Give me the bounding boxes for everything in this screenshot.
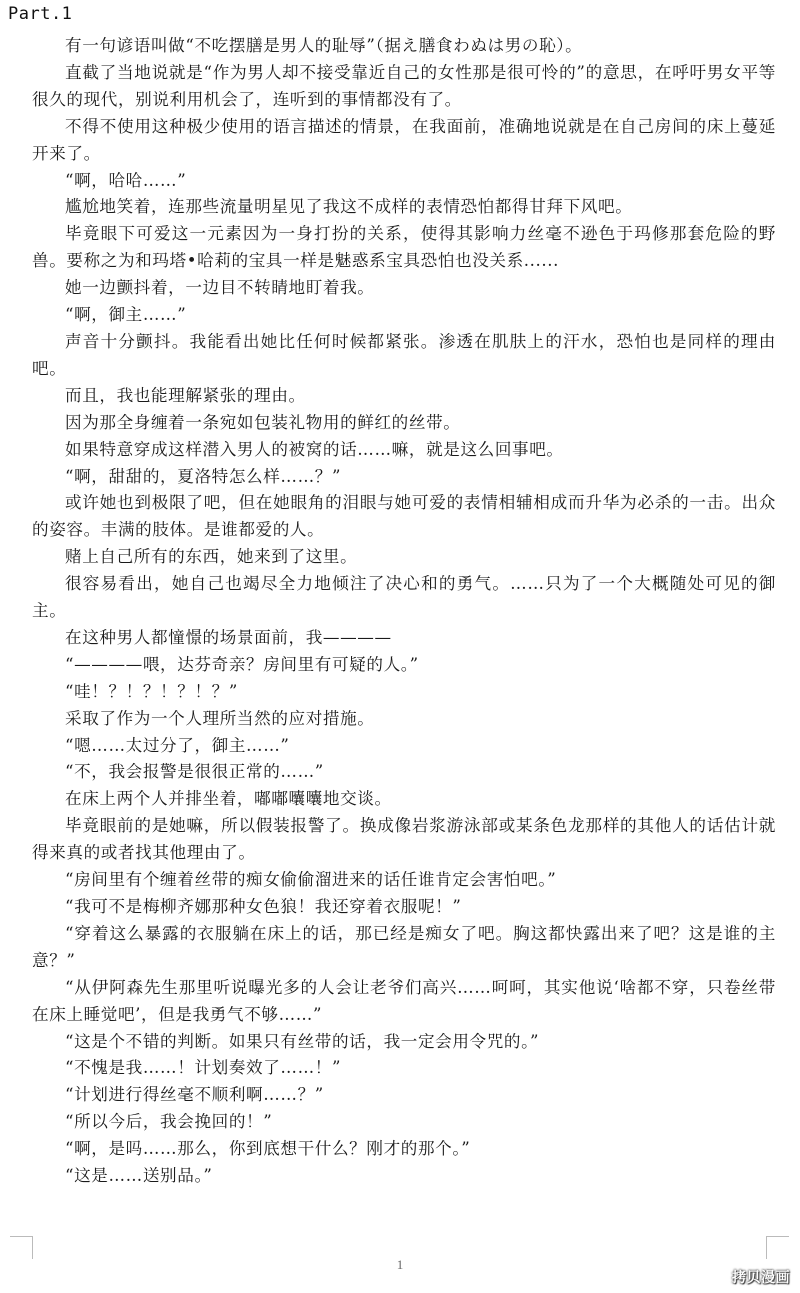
paragraph: 而且，我也能理解紧张的理由。 [65,385,306,405]
crop-mark-right [766,1236,789,1259]
paragraph: “计划进行得丝毫不顺利啊……？” [65,1085,324,1105]
paragraph: “啊，哈哈……” [65,170,187,190]
page-number: 1 [396,1257,404,1272]
paragraph: “哇！？！？！？！？” [65,681,238,701]
paragraph: “这是……送别品。” [65,1166,213,1186]
paragraph: 赌上自己所有的东西，她来到了这里。 [65,547,358,567]
crop-mark-left [10,1236,33,1259]
paragraph: 尴尬地笑着，连那些流量明星见了我这不成样的表情恐怕都得甘拜下风吧。 [65,197,633,217]
paragraph: “这是个不错的判断。如果只有丝带的话，我一定会用令咒的。” [65,1031,540,1051]
watermark-logo: 拷贝漫画 [732,1270,790,1286]
paragraph: 直截了当地说就是“作为男人却不接受靠近自己的女性那是很可怜的”的意思，在呼吁男女平等很久的现代，别说利用机会了，连听到的事情都没有了。 [32,62,776,109]
paragraph: 或许她也到极限了吧，但在她眼角的泪眼与她可爱的表情相辅相成而升华为必杀的一击。出众的姿容。丰满的肢体。是谁都爱的人。 [32,493,776,540]
paragraph: 采取了作为一个人理所当然的应对措施。 [65,708,375,728]
paragraph: 毕竟眼前的是她嘛，所以假装报警了。换成像岩浆游泳部或某条色龙那样的其他人的话估计就得来真的或者找其他理由了。 [32,816,776,863]
paragraph: 在床上两个人并排坐着，嘟嘟囔囔地交谈。 [65,789,392,809]
document-body [32,33,776,1190]
paragraph: “所以今后，我会挽回的！” [65,1112,273,1132]
paragraph: “房间里有个缠着丝带的痴女偷偷溜进来的话任谁肯定会害怕吧。” [65,870,557,890]
part-title: Part.1 [8,4,73,24]
paragraph: 很容易看出，她自己也竭尽全力地倾注了决心和的勇气。……只为了一个大概随处可见的御主。 [32,574,776,621]
paragraph: 声音十分颤抖。我能看出她比任何时候都紧张。渗透在肌肤上的汗水，恐怕也是同样的理由吧。 [32,331,776,378]
paragraph: “不，我会报警是很很正常的……” [65,762,324,782]
paragraph: “啊，是吗……那么，你到底想干什么？刚才的那个。” [65,1139,471,1159]
paragraph: “嗯……太过分了，御主……” [65,735,290,755]
paragraph: 有一句谚语叫做“不吃摆膳是男人的耻辱”（据え膳食わぬは男の恥）。 [65,36,583,55]
paragraph: “————喂，达芬奇亲？房间里有可疑的人。” [65,654,419,674]
paragraph: “穿着这么暴露的衣服躺在床上的话，那已经是痴女了吧。胸这都快露出来了吧？这是谁的主意？” [32,923,776,970]
paragraph: 在这种男人都憧憬的场景面前，我———— [65,627,392,647]
paragraph: 她一边颤抖着，一边目不转睛地盯着我。 [65,278,375,298]
paragraph: “啊，御主……” [65,305,187,325]
paragraph: “啊，甜甜的，夏洛特怎么样……？” [65,466,342,486]
paragraph: “从伊阿森先生那里听说曝光多的人会让老爷们高兴……呵呵，其实他说‘啥都不穿，只卷丝带在床上睡觉吧’，但是我勇气不够……” [32,977,776,1024]
paragraph: “不愧是我……！计划奏效了……！” [65,1058,342,1078]
paragraph: “我可不是梅柳齐娜那种女色狼！我还穿着衣服呢！” [65,897,462,916]
paragraph: 不得不使用这种极少使用的语言描述的情景，在我面前，准确地说就是在自己房间的床上蔓延开来了。 [32,116,776,163]
paragraph: 如果特意穿成这样潜入男人的被窝的话……嘛，就是这么回事吧。 [65,439,564,459]
paragraph: 因为那全身缠着一条宛如包装礼物用的鲜红的丝带。 [65,412,461,432]
paragraph: 毕竟眼下可爱这一元素因为一身打扮的关系，使得其影响力丝毫不逊色于玛修那套危险的野兽。要称之为和玛塔•哈莉的宝具一样是魅惑系宝具恐怕也没关系...... [32,224,776,271]
